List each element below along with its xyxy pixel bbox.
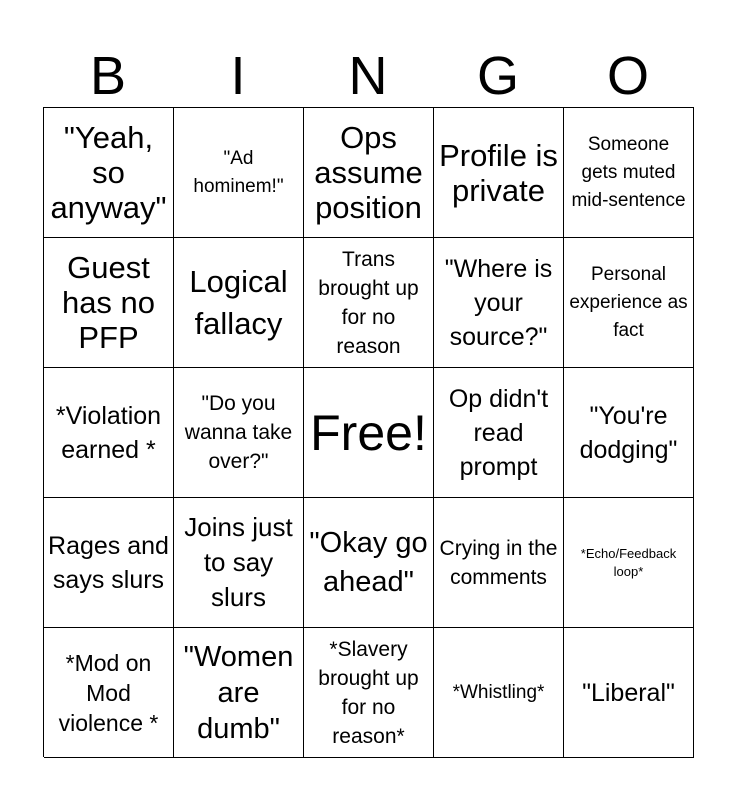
free-space-text: Free! — [310, 404, 427, 461]
bingo-cell[interactable] — [174, 368, 304, 498]
bingo-cell-text: Personal experience as fact — [569, 263, 688, 341]
bingo-cell-text: *Whistling* — [452, 681, 545, 703]
bingo-cell[interactable] — [174, 628, 304, 758]
bingo-cell-text: *Echo/Feedback loop* — [580, 545, 677, 579]
bingo-cell-text: "Where is your source?" — [444, 254, 553, 351]
bingo-cell-text: *Slavery brought up for no reason* — [318, 637, 419, 748]
bingo-cell-text: Rages and says slurs — [48, 531, 169, 594]
bingo-cell-text: Ops assume position — [314, 120, 423, 225]
bingo-cell[interactable] — [434, 238, 564, 368]
header-letter-o: O — [606, 46, 649, 106]
bingo-cell-text: "Ad hominem!" — [193, 147, 284, 197]
bingo-cell-text: "Yeah, so anyway" — [50, 120, 167, 225]
bingo-cell-text: *Violation earned * — [55, 401, 162, 464]
bingo-cell[interactable] — [434, 108, 564, 238]
bingo-cell[interactable] — [304, 628, 434, 758]
bingo-cell-text: "Okay go ahead" — [309, 526, 428, 598]
bingo-cell[interactable] — [564, 238, 694, 368]
bingo-cell-text: "Women are dumb" — [183, 640, 294, 745]
header-letter-g: G — [476, 46, 519, 106]
bingo-cell[interactable] — [564, 368, 694, 498]
bingo-cell[interactable] — [174, 108, 304, 238]
bingo-cell[interactable] — [44, 108, 174, 238]
bingo-cell-text: *Mod on Mod violence * — [58, 649, 159, 736]
bingo-cell[interactable] — [564, 628, 694, 758]
bingo-cell-text: "Do you wanna take over?" — [184, 392, 293, 473]
bingo-cell-text: Crying in the comments — [439, 536, 558, 589]
bingo-header — [43, 46, 693, 106]
bingo-cell[interactable] — [174, 238, 304, 368]
bingo-cell-free[interactable] — [304, 368, 434, 498]
bingo-cell[interactable] — [44, 238, 174, 368]
bingo-cell-text: Profile is private — [439, 137, 558, 208]
bingo-cell[interactable] — [44, 628, 174, 758]
bingo-cell[interactable] — [304, 238, 434, 368]
bingo-cell[interactable] — [304, 108, 434, 238]
bingo-cell-text: Someone gets muted mid-sentence — [571, 133, 686, 211]
bingo-cell[interactable] — [434, 498, 564, 628]
header-letter-n: N — [348, 46, 388, 106]
header-letter-i: I — [230, 46, 246, 106]
bingo-cell-text: Op didn't read prompt — [448, 384, 549, 481]
bingo-cell-text: Joins just to say slurs — [184, 512, 293, 612]
bingo-cell[interactable] — [564, 108, 694, 238]
bingo-cell[interactable] — [44, 498, 174, 628]
bingo-cell[interactable] — [304, 498, 434, 628]
bingo-cell-text: "You're dodging" — [579, 401, 678, 464]
bingo-cell[interactable] — [434, 628, 564, 758]
header-letter-b: B — [89, 46, 127, 106]
bingo-grid — [43, 107, 694, 757]
bingo-cell[interactable] — [434, 368, 564, 498]
bingo-cell-text: Logical fallacy — [189, 263, 288, 341]
bingo-cell[interactable] — [564, 498, 694, 628]
bingo-cell-text: Trans brought up for no reason — [318, 247, 419, 358]
bingo-cell-text: Guest has no PFP — [61, 250, 156, 355]
bingo-cell-text: "Liberal" — [582, 678, 675, 707]
bingo-cell[interactable] — [174, 498, 304, 628]
bingo-cell[interactable] — [44, 368, 174, 498]
